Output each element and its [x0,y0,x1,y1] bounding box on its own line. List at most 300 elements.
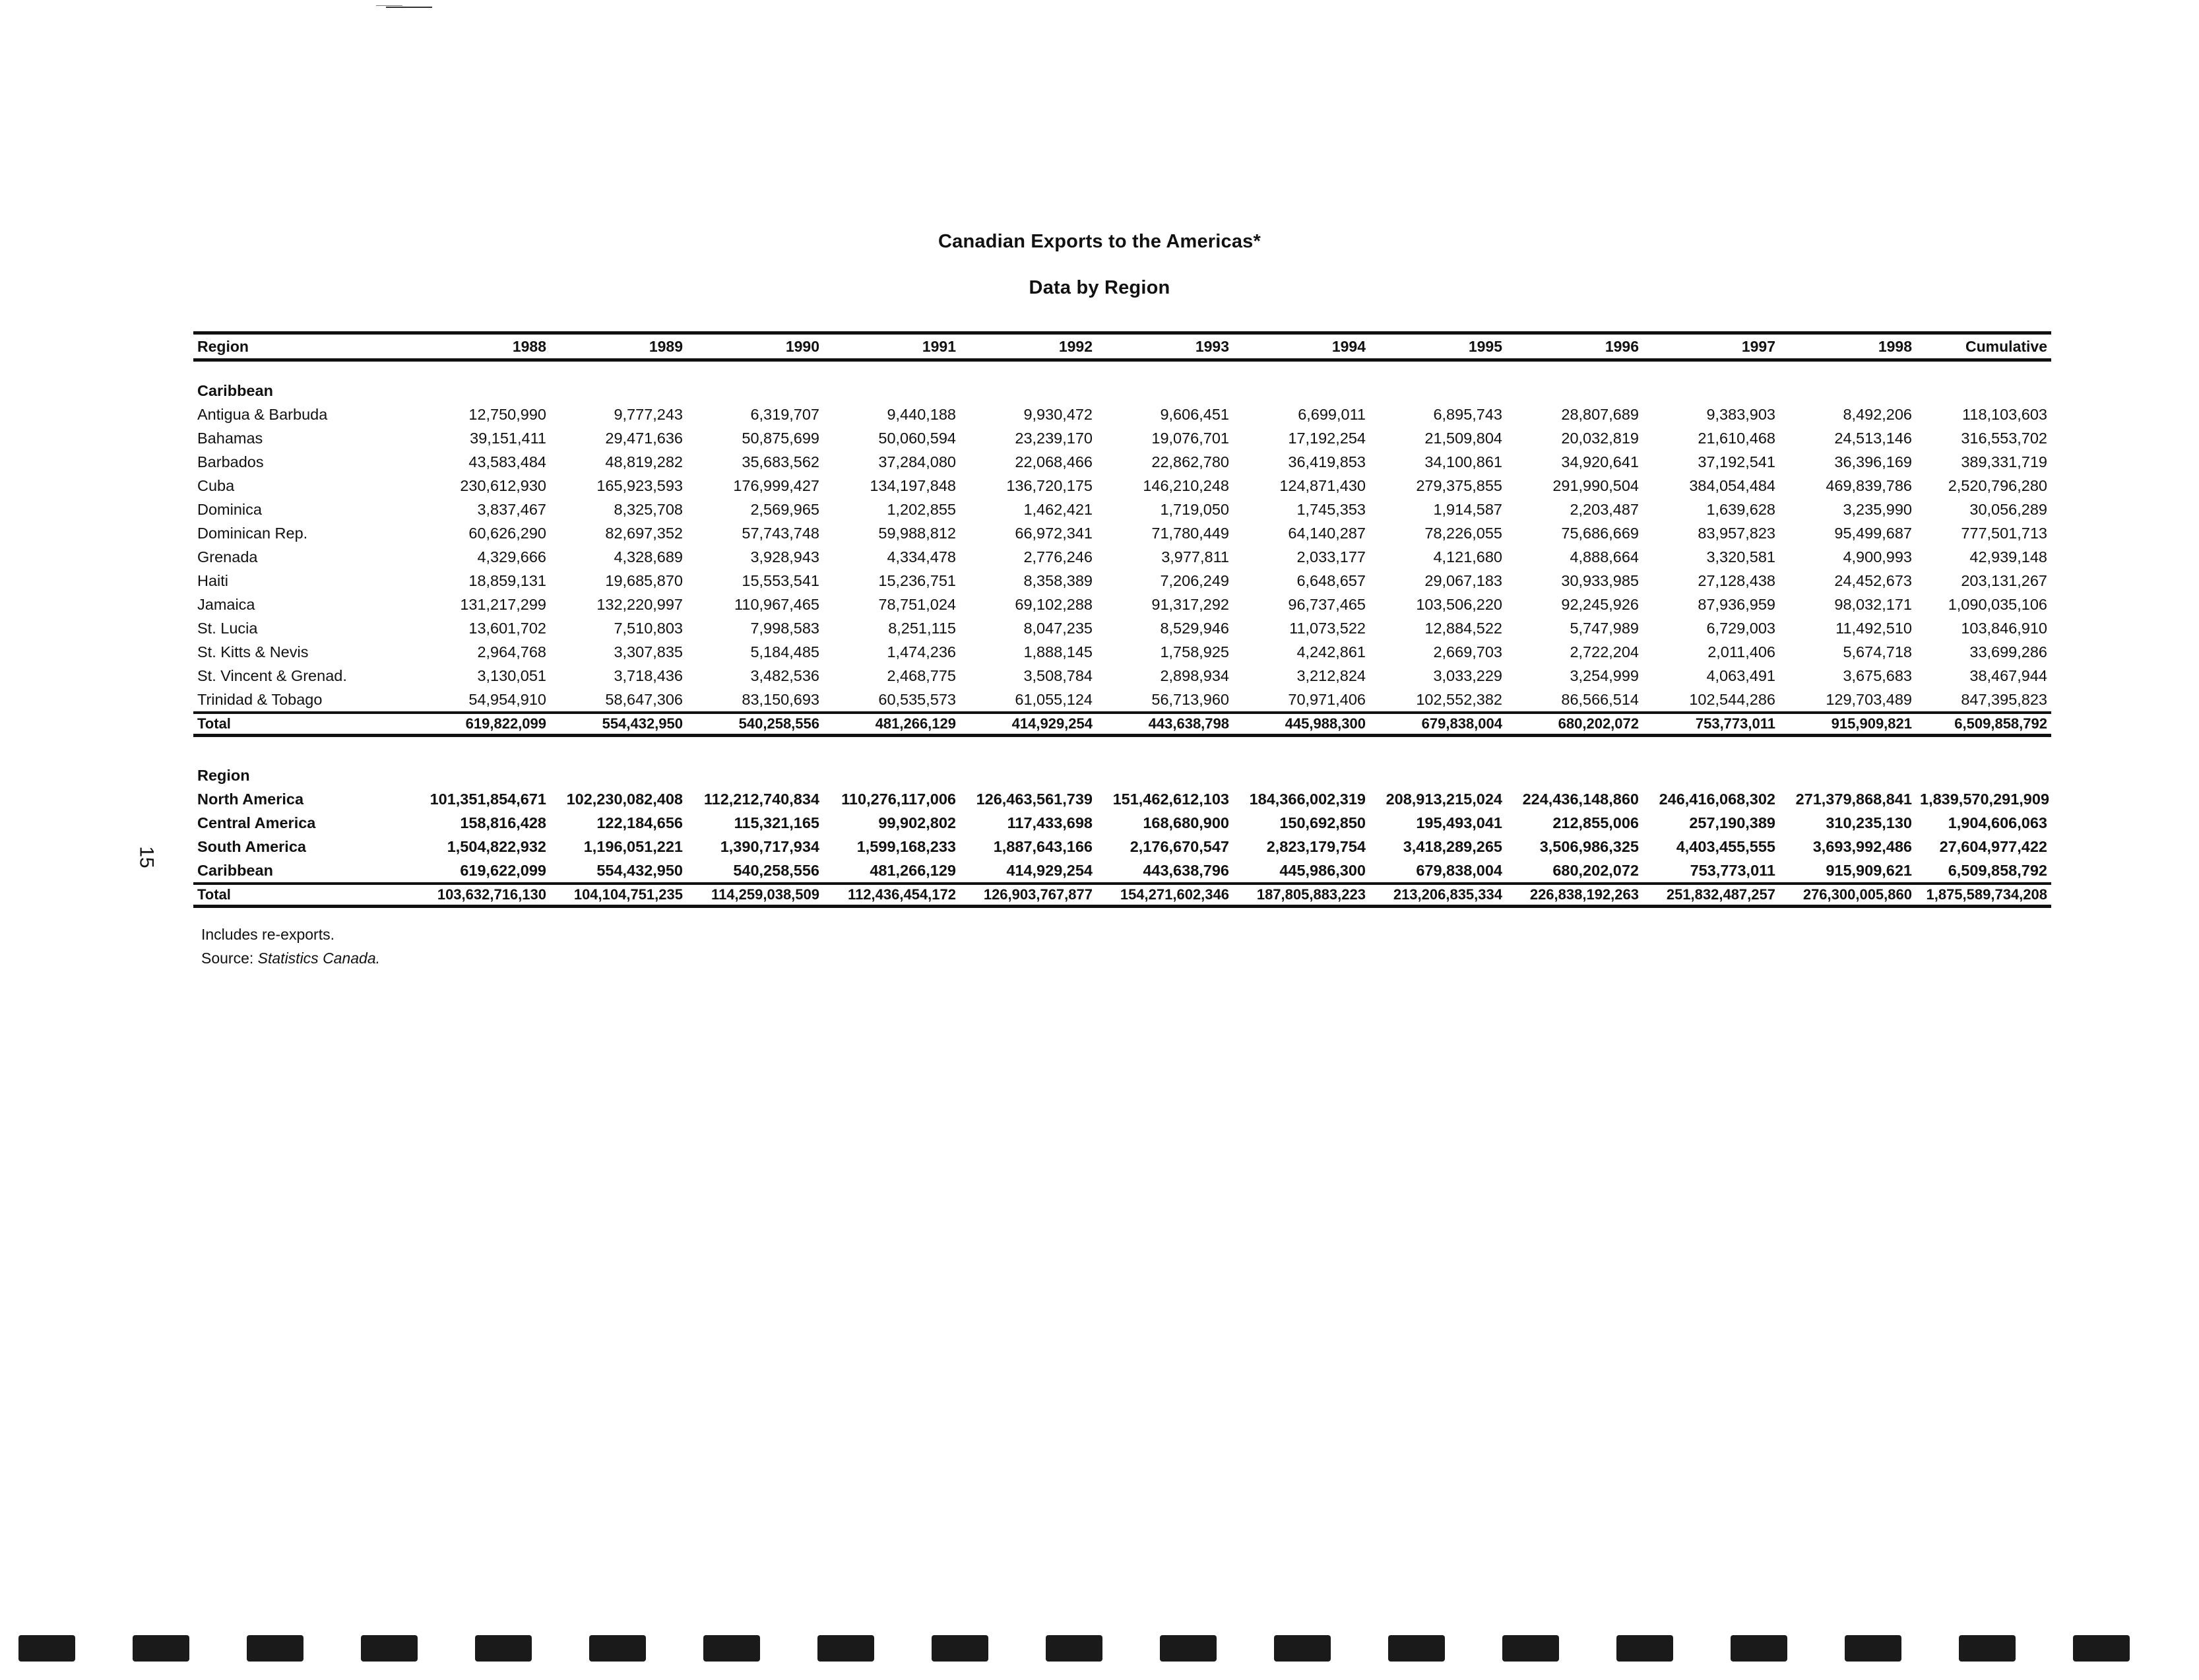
value-cell: 5,674,718 [1843,643,1912,661]
film-hole [1160,1635,1217,1662]
value-cell: 28,807,689 [1561,405,1639,423]
value-cell: 1,196,051,221 [583,837,683,855]
value-cell: 3,320,581 [1706,548,1775,565]
value-cell: 271,379,868,841 [1795,790,1912,808]
value-cell: 112,436,454,172 [823,884,960,907]
caribbean-section [193,360,2051,736]
value-cell: 8,047,235 [1023,619,1093,637]
value-cell: 680,202,072 [1552,861,1639,879]
value-cell: 24,452,673 [1834,571,1912,589]
total-row [193,884,2051,907]
value-cell: 481,266,129 [870,861,956,879]
value-cell: 69,102,288 [1015,595,1093,613]
value-cell: 2,468,775 [887,666,956,684]
value-cell: 61,055,124 [1015,690,1093,708]
value-cell: 2,033,177 [1296,548,1366,565]
row-label: Bahamas [197,429,263,447]
value-cell: 18,859,131 [468,571,546,589]
value-cell: 56,713,960 [1151,690,1229,708]
cumulative-cell: 847,395,823 [1961,690,2047,708]
value-cell: 4,888,664 [1570,548,1639,565]
page-title: Canadian Exports to the Americas* [938,231,1261,252]
value-cell: 60,626,290 [468,524,546,542]
value-cell: 83,957,823 [1698,524,1775,542]
value-cell: 9,930,472 [1023,405,1093,423]
value-cell: 70,971,406 [1288,690,1366,708]
header-year: 1989 [550,333,687,360]
value-cell: 4,900,993 [1843,548,1912,565]
cumulative-cell: 777,501,713 [1961,524,2047,542]
value-cell: 114,259,038,509 [687,884,823,907]
value-cell: 1,599,168,233 [856,837,956,855]
value-cell: 158,816,428 [460,814,546,831]
exports-table [193,331,2051,908]
row-label: St. Lucia [197,619,258,637]
value-cell: 1,719,050 [1160,500,1229,518]
value-cell: 3,212,824 [1296,666,1366,684]
value-cell: 36,396,169 [1834,453,1912,470]
value-cell: 3,482,536 [750,666,819,684]
value-cell: 753,773,011 [1690,861,1775,879]
header-year: 1991 [823,333,960,360]
value-cell: 3,506,986,325 [1539,837,1639,855]
value-cell: 9,606,451 [1160,405,1229,423]
value-cell: 554,432,950 [596,861,683,879]
film-hole [1502,1635,1559,1662]
value-cell: 21,509,804 [1424,429,1502,447]
value-cell: 39,151,411 [470,429,546,447]
value-cell: 6,648,657 [1296,571,1366,589]
value-cell: 95,499,687 [1834,524,1912,542]
value-cell: 12,884,522 [1424,619,1502,637]
value-cell: 2,203,487 [1570,500,1639,518]
row-label: Total [193,713,414,736]
row-label: Haiti [197,571,229,589]
value-cell: 110,967,465 [734,595,819,613]
value-cell: 96,737,465 [1288,595,1366,613]
value-cell: 11,073,522 [1289,619,1366,637]
value-cell: 3,033,229 [1433,666,1502,684]
value-cell: 78,226,055 [1424,524,1502,542]
value-cell: 257,190,389 [1689,814,1775,831]
value-cell: 2,823,179,754 [1266,837,1366,855]
value-cell: 6,319,707 [750,405,819,423]
cumulative-cell: 389,331,719 [1961,453,2047,470]
row-label: Dominican Rep. [197,524,308,542]
value-cell: 102,552,382 [1416,690,1502,708]
table-row [193,787,2051,811]
value-cell: 554,432,950 [550,713,687,736]
value-cell: 8,529,946 [1160,619,1229,637]
film-hole [1388,1635,1445,1662]
table-row [193,498,2051,521]
value-cell: 126,903,767,877 [960,884,1097,907]
value-cell: 83,150,693 [742,690,819,708]
row-label: South America [197,837,306,855]
cumulative-cell: 118,103,603 [1962,405,2047,423]
value-cell: 3,307,835 [614,643,683,661]
value-cell: 4,334,478 [887,548,956,565]
value-cell: 19,076,701 [1151,429,1229,447]
cumulative-cell: 38,467,944 [1969,666,2047,684]
value-cell: 445,986,300 [1279,861,1366,879]
value-cell: 112,212,740,834 [703,790,819,808]
value-cell: 99,902,802 [878,814,956,831]
value-cell: 146,210,248 [1143,476,1229,494]
value-cell: 1,639,628 [1706,500,1775,518]
table-row [193,640,2051,664]
value-cell: 4,242,861 [1296,643,1366,661]
value-cell: 1,758,925 [1160,643,1229,661]
cumulative-cell: 6,509,858,792 [1916,713,2051,736]
film-hole [247,1635,303,1662]
cumulative-cell: 27,604,977,422 [1939,837,2047,855]
cumulative-cell: 103,846,910 [1961,619,2047,637]
header-region: Region [193,333,414,360]
value-cell: 9,777,243 [614,405,683,423]
value-cell: 1,504,822,932 [447,837,546,855]
table-row [193,426,2051,450]
row-label: St. Kitts & Nevis [197,643,309,661]
footnotes [201,922,380,970]
row-label: Barbados [197,453,264,470]
value-cell: 23,239,170 [1015,429,1093,447]
value-cell: 1,888,145 [1023,643,1093,661]
value-cell: 246,416,068,302 [1659,790,1775,808]
table-row [193,403,2051,426]
film-hole [475,1635,532,1662]
value-cell: 60,535,573 [878,690,956,708]
section-heading-row [193,763,2051,787]
value-cell: 1,914,587 [1433,500,1502,518]
row-label: St. Vincent & Grenad. [197,666,347,684]
value-cell: 4,403,455,555 [1676,837,1775,855]
table-row [193,450,2051,474]
cumulative-cell: 30,056,289 [1969,500,2047,518]
value-cell: 131,217,299 [460,595,546,613]
table-row [193,616,2051,640]
page-number: 15 [135,846,158,868]
value-cell: 230,612,930 [460,476,546,494]
value-cell: 13,601,702 [468,619,546,637]
value-cell: 34,920,641 [1561,453,1639,470]
value-cell: 8,492,206 [1843,405,1912,423]
film-hole [133,1635,189,1662]
value-cell: 115,321,165 [734,814,819,831]
value-cell: 2,669,703 [1433,643,1502,661]
value-cell: 2,776,246 [1023,548,1093,565]
value-cell: 7,206,249 [1160,571,1229,589]
value-cell: 195,493,041 [1416,814,1502,831]
value-cell: 9,440,188 [887,405,956,423]
value-cell: 208,913,215,024 [1386,790,1502,808]
header-year: 1996 [1506,333,1643,360]
table-row [193,474,2051,498]
value-cell: 15,553,541 [742,571,819,589]
row-label: Caribbean [197,861,273,879]
value-cell: 1,474,236 [887,643,956,661]
value-cell: 3,235,990 [1843,500,1912,518]
source-name: Statistics Canada. [257,950,381,967]
value-cell: 50,875,699 [742,429,819,447]
value-cell: 19,685,870 [605,571,683,589]
value-cell: 443,638,796 [1143,861,1229,879]
value-cell: 43,583,484 [468,453,546,470]
value-cell: 2,176,670,547 [1130,837,1229,855]
value-cell: 9,383,903 [1706,405,1775,423]
value-cell: 124,871,430 [1279,476,1366,494]
value-cell: 2,569,965 [750,500,819,518]
value-cell: 3,675,683 [1843,666,1912,684]
value-cell: 3,837,467 [477,500,546,518]
value-cell: 3,508,784 [1023,666,1093,684]
value-cell: 15,236,751 [878,571,956,589]
value-cell: 619,622,099 [460,861,546,879]
film-hole [589,1635,646,1662]
value-cell: 4,329,666 [477,548,546,565]
value-cell: 58,647,306 [605,690,683,708]
value-cell: 57,743,748 [742,524,819,542]
value-cell: 6,729,003 [1706,619,1775,637]
table-row [193,664,2051,688]
film-hole [1046,1635,1102,1662]
value-cell: 291,990,504 [1552,476,1639,494]
value-cell: 98,032,171 [1834,595,1912,613]
value-cell: 3,928,943 [750,548,819,565]
value-cell: 679,838,004 [1416,861,1502,879]
value-cell: 4,121,680 [1433,548,1502,565]
value-cell: 2,898,934 [1160,666,1229,684]
value-cell: 1,887,643,166 [993,837,1093,855]
value-cell: 540,258,556 [733,861,819,879]
source-label: Source: [201,950,258,967]
value-cell: 11,492,510 [1835,619,1912,637]
header-year: 1993 [1097,333,1233,360]
header-year: 1994 [1233,333,1370,360]
value-cell: 104,104,751,235 [550,884,687,907]
value-cell: 86,566,514 [1561,690,1639,708]
value-cell: 103,632,716,130 [414,884,550,907]
cumulative-cell: 1,090,035,106 [1948,595,2047,613]
value-cell: 27,128,438 [1698,571,1775,589]
cumulative-cell: 1,904,606,063 [1948,814,2047,831]
table-row [193,811,2051,835]
film-hole [1731,1635,1787,1662]
value-cell: 279,375,855 [1416,476,1502,494]
film-hole [1274,1635,1331,1662]
value-cell: 22,862,780 [1151,453,1229,470]
value-cell: 679,838,004 [1370,713,1506,736]
scan-mark-top-2 [376,5,402,6]
header-year: 1997 [1643,333,1779,360]
value-cell: 102,230,082,408 [566,790,683,808]
value-cell: 5,747,989 [1570,619,1639,637]
value-cell: 35,683,562 [742,453,819,470]
value-cell: 110,276,117,006 [841,790,956,808]
value-cell: 117,433,698 [1007,814,1093,831]
header-cumulative: Cumulative [1916,333,2051,360]
value-cell: 4,328,689 [614,548,683,565]
footnote-reexports: Includes re-exports. [201,926,335,943]
row-label: Total [193,884,414,907]
value-cell: 915,909,821 [1779,713,1916,736]
value-cell: 310,235,130 [1826,814,1912,831]
table-header-row [193,333,2051,360]
film-hole [1959,1635,2016,1662]
value-cell: 3,693,992,486 [1812,837,1912,855]
value-cell: 21,610,468 [1698,429,1775,447]
value-cell: 20,032,819 [1561,429,1639,447]
value-cell: 103,506,220 [1416,595,1502,613]
value-cell: 151,462,612,103 [1112,790,1229,808]
page-subtitle: Data by Region [1029,277,1170,298]
value-cell: 7,510,803 [614,619,683,637]
value-cell: 1,462,421 [1023,500,1093,518]
value-cell: 8,325,708 [614,500,683,518]
value-cell: 2,011,406 [1707,643,1775,661]
value-cell: 34,100,861 [1424,453,1502,470]
header-year: 1988 [414,333,550,360]
header-year: 1998 [1779,333,1916,360]
value-cell: 7,998,583 [750,619,819,637]
value-cell: 136,720,175 [1006,476,1093,494]
value-cell: 54,954,910 [468,690,546,708]
value-cell: 165,923,593 [596,476,683,494]
value-cell: 66,972,341 [1015,524,1093,542]
value-cell: 75,686,669 [1561,524,1639,542]
film-hole [2073,1635,2130,1662]
film-hole [361,1635,418,1662]
film-hole [18,1635,75,1662]
value-cell: 48,819,282 [605,453,683,470]
value-cell: 129,703,489 [1826,690,1912,708]
cumulative-cell: 316,553,702 [1961,429,2047,447]
total-row [193,713,2051,736]
footnote-source [201,946,380,970]
value-cell: 915,909,621 [1826,861,1912,879]
scan-filmstrip-border [0,1635,2199,1669]
value-cell: 22,068,466 [1015,453,1093,470]
value-cell: 4,063,491 [1706,666,1775,684]
value-cell: 122,184,656 [596,814,683,831]
row-label: Cuba [197,476,235,494]
value-cell: 6,895,743 [1433,405,1502,423]
value-cell: 101,351,854,671 [430,790,546,808]
value-cell: 92,245,926 [1561,595,1639,613]
value-cell: 2,964,768 [477,643,546,661]
cumulative-cell: 1,875,589,734,208 [1916,884,2051,907]
value-cell: 82,697,352 [605,524,683,542]
section-heading-caribbean: Caribbean [197,381,273,399]
value-cell: 680,202,072 [1506,713,1643,736]
value-cell: 12,750,990 [468,405,546,423]
value-cell: 276,300,005,860 [1779,884,1916,907]
value-cell: 251,832,487,257 [1643,884,1779,907]
value-cell: 36,419,853 [1288,453,1366,470]
row-label: Antigua & Barbuda [197,405,328,423]
value-cell: 91,317,292 [1151,595,1229,613]
value-cell: 150,692,850 [1279,814,1366,831]
table-row [193,521,2051,545]
section-heading-region: Region [197,766,250,784]
value-cell: 753,773,011 [1643,713,1779,736]
table-row [193,858,2051,884]
regions-section [193,736,2051,907]
film-hole [1616,1635,1673,1662]
value-cell: 5,184,485 [750,643,819,661]
cumulative-cell: 203,131,267 [1961,571,2047,589]
film-hole [1845,1635,1901,1662]
value-cell: 8,251,115 [888,619,956,637]
row-label: North America [197,790,304,808]
value-cell: 445,988,300 [1233,713,1370,736]
value-cell: 64,140,287 [1288,524,1366,542]
header-year: 1990 [687,333,823,360]
value-cell: 414,929,254 [1006,861,1093,879]
value-cell: 8,358,389 [1023,571,1093,589]
value-cell: 1,202,855 [887,500,956,518]
value-cell: 3,418,289,265 [1403,837,1502,855]
value-cell: 37,284,080 [878,453,956,470]
table-row [193,593,2051,616]
value-cell: 1,390,717,934 [720,837,819,855]
section-heading-row [193,379,2051,403]
value-cell: 3,977,811 [1161,548,1229,565]
value-cell: 176,999,427 [733,476,819,494]
value-cell: 6,699,011 [1298,405,1366,423]
row-label: Grenada [197,548,258,565]
value-cell: 384,054,484 [1689,476,1775,494]
value-cell: 481,266,129 [823,713,960,736]
value-cell: 469,839,786 [1826,476,1912,494]
value-cell: 126,463,561,739 [976,790,1093,808]
value-cell: 184,366,002,319 [1249,790,1366,808]
value-cell: 71,780,449 [1151,524,1229,542]
value-cell: 78,751,024 [878,595,956,613]
table-row [193,569,2051,593]
value-cell: 132,220,997 [596,595,683,613]
table-row [193,688,2051,713]
row-label: Jamaica [197,595,255,613]
value-cell: 3,254,999 [1570,666,1639,684]
table-row [193,835,2051,858]
value-cell: 414,929,254 [960,713,1097,736]
value-cell: 540,258,556 [687,713,823,736]
value-cell: 3,718,436 [614,666,683,684]
table-row [193,545,2051,569]
value-cell: 224,436,148,860 [1522,790,1639,808]
row-label: Central America [197,814,316,831]
value-cell: 212,855,006 [1552,814,1639,831]
value-cell: 443,638,798 [1097,713,1233,736]
value-cell: 2,722,204 [1570,643,1639,661]
value-cell: 37,192,541 [1698,453,1775,470]
header-year: 1992 [960,333,1097,360]
row-label: Trinidad & Tobago [197,690,323,708]
value-cell: 168,680,900 [1143,814,1229,831]
cumulative-cell: 1,839,570,291,909 [1920,790,2050,808]
film-hole [703,1635,760,1662]
cumulative-cell: 33,699,286 [1969,643,2047,661]
value-cell: 187,805,883,223 [1233,884,1370,907]
value-cell: 102,544,286 [1689,690,1775,708]
value-cell: 134,197,848 [870,476,956,494]
value-cell: 154,271,602,346 [1097,884,1233,907]
cumulative-cell: 42,939,148 [1969,548,2047,565]
value-cell: 619,822,099 [414,713,550,736]
value-cell: 17,192,254 [1288,429,1366,447]
header-year: 1995 [1370,333,1506,360]
